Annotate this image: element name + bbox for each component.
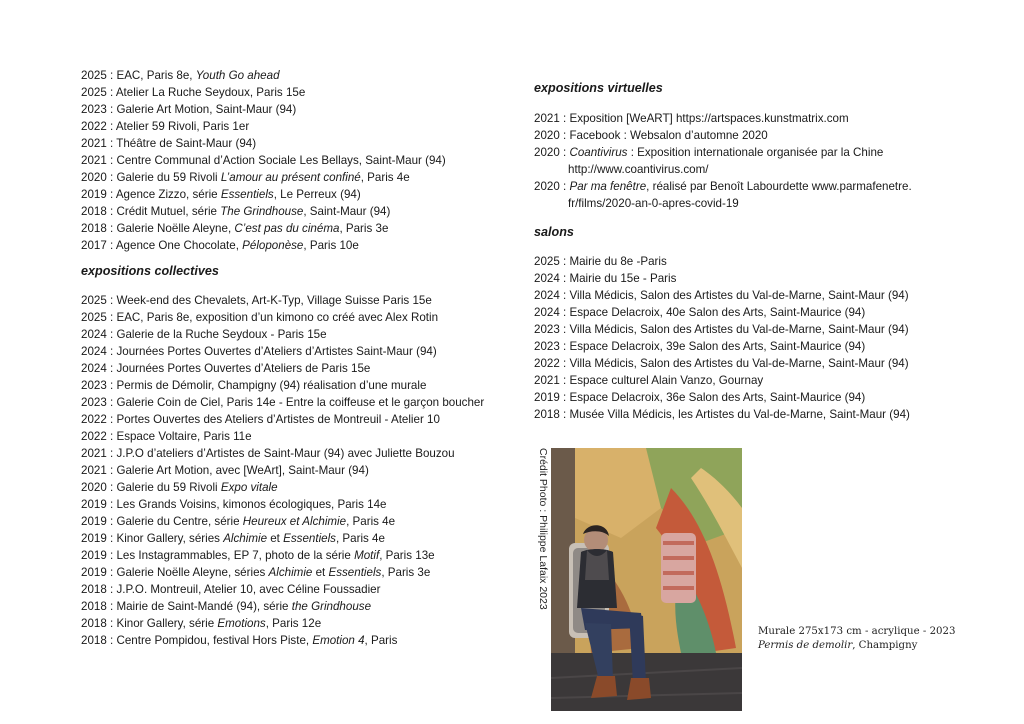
entry-text: , Le Perreux (94)	[273, 188, 361, 201]
entry-text: 2018 : Galerie Noëlle Aleyne,	[81, 222, 235, 235]
entry-text: 2021 : Exposition [WeART] https://artspaces.kunstmatrix.com	[534, 112, 849, 125]
entry-title: The Grindhouse	[220, 205, 304, 218]
salon-item: 2025 : Mairie du 8e -Paris	[534, 255, 667, 268]
entry-text: , Paris	[364, 634, 398, 647]
entry-text: : Exposition internationale organisée par la Chine	[627, 146, 884, 159]
entry-text: 2019 : Galerie Noëlle Aleyne, séries	[81, 566, 269, 579]
entry-text: 2024 : Journées Portes Ouvertes d’Ateliers d’Artistes Saint-Maur (94)	[81, 345, 437, 358]
photo-caption	[758, 625, 998, 653]
entry-title: Emotion 4	[312, 634, 365, 647]
collective-exhibition-item	[81, 428, 511, 445]
entry-text: 2025 : EAC, Paris 8e,	[81, 69, 196, 82]
entry-text: 2020 :	[534, 146, 570, 159]
salon-item: 2021 : Espace culturel Alain Vanzo, Gournay	[534, 374, 764, 387]
entry-text: 2024 : Journées Portes Ouvertes d’Ateliers de Paris 15e	[81, 362, 371, 375]
collective-exhibitions-list	[81, 292, 511, 649]
collective-exhibition-item	[81, 496, 511, 513]
entry-title: the Grindhouse	[291, 600, 372, 613]
entry-text: 2020 : Galerie du 59 Rivoli	[81, 171, 221, 184]
salon-item: 2024 : Mairie du 15e - Paris	[534, 272, 677, 285]
solo-exhibition-item	[81, 186, 511, 203]
entry-text: 2018 : Kinor Gallery, série	[81, 617, 218, 630]
solo-exhibition-item	[81, 101, 511, 118]
entry-continuation: fr/films/2020-an-0-apres-covid-19	[568, 197, 739, 210]
collective-exhibition-item	[81, 479, 511, 496]
entry-title: Youth Go ahead	[195, 69, 280, 82]
entry-text: 2023 : Galerie Art Motion, Saint-Maur (94)	[81, 103, 297, 116]
entry-text: , Paris 10e	[303, 239, 359, 252]
salons-heading: salons	[534, 225, 574, 239]
entry-title: Expo vitale	[220, 481, 278, 494]
entry-text: 2018 : Crédit Mutuel, série	[81, 205, 221, 218]
collective-exhibition-item	[81, 360, 511, 377]
virtual-exhibition-item	[534, 178, 994, 212]
salons-list	[534, 253, 994, 423]
caption-location: , Champigny	[852, 640, 918, 651]
entry-text: et	[312, 566, 329, 579]
collective-exhibition-item	[81, 445, 511, 462]
entry-text: 2019 : Les Instagrammables, EP 7, photo de la série	[81, 549, 355, 562]
entry-title: Essentiels	[220, 188, 274, 201]
entry-text: , Paris 4e	[335, 532, 385, 545]
mural-photo	[551, 448, 742, 711]
entry-text: 2025 : EAC, Paris 8e, exposition d’un kimono co créé avec Alex Rotin	[81, 311, 439, 324]
salon-item: 2018 : Musée Villa Médicis, les Artistes du Val-de-Marne, Saint-Maur (94)	[534, 408, 910, 421]
collective-exhibition-item	[81, 513, 511, 530]
left-column	[81, 67, 511, 649]
collective-exhibition-item	[81, 292, 511, 309]
collective-exhibition-item	[81, 632, 511, 649]
caption-title: Permis de demolir	[758, 640, 853, 651]
entry-text: , Paris 3e	[381, 566, 431, 579]
entry-text: 2022 : Atelier 59 Rivoli, Paris 1er	[81, 120, 250, 133]
collective-exhibition-item	[81, 530, 511, 547]
collective-exhibition-item	[81, 326, 511, 343]
solo-exhibition-item	[81, 67, 511, 84]
entry-text: 2024 : Galerie de la Ruche Seydoux - Paris 15e	[81, 328, 327, 341]
entry-text: , réalisé par Benoît Labourdette www.parmafenetre.	[646, 180, 912, 193]
virtual-exhibitions-list	[534, 110, 994, 212]
photo-credit: Crédit Photo : Philippe Lafaix 2023	[537, 448, 549, 610]
solo-exhibition-item	[81, 203, 511, 220]
entry-title: Emotions	[217, 617, 266, 630]
entry-title: Motif	[354, 549, 380, 562]
entry-text: 2021 : J.P.O d’ateliers d’Artistes de Saint-Maur (94) avec Juliette Bouzou	[81, 447, 455, 460]
solo-exhibitions-list	[81, 67, 511, 254]
caption-line	[758, 639, 998, 653]
entry-text: 2019 : Galerie du Centre, série	[81, 515, 243, 528]
salon-item: 2019 : Espace Delacroix, 36e Salon des Arts, Saint-Maurice (94)	[534, 391, 866, 404]
entry-text: , Paris 12e	[265, 617, 322, 630]
collective-exhibition-item	[81, 581, 511, 598]
collective-exhibition-item	[81, 598, 511, 615]
collective-exhibition-item	[81, 615, 511, 632]
collective-heading: expositions collectives	[81, 264, 219, 278]
entry-text: , Paris 4e	[360, 171, 410, 184]
entry-text: 2023 : Galerie Coin de Ciel, Paris 14e - Entre la coiffeuse et le garçon boucher	[81, 396, 485, 409]
solo-exhibition-item	[81, 152, 511, 169]
entry-text: 2021 : Théâtre de Saint-Maur (94)	[81, 137, 257, 150]
entry-text: 2021 : Centre Communal d’Action Sociale Les Bellays, Saint-Maur (94)	[81, 154, 446, 167]
entry-text: 2021 : Galerie Art Motion, avec [WeArt], Saint-Maur (94)	[81, 464, 369, 477]
entry-title: Par ma fenêtre	[569, 180, 647, 193]
salon-item: 2023 : Villa Médicis, Salon des Artistes du Val-de-Marne, Saint-Maur (94)	[534, 323, 909, 336]
collective-exhibition-item	[81, 547, 511, 564]
collective-exhibition-item	[81, 343, 511, 360]
entry-title: Alchimie	[223, 532, 268, 545]
collective-exhibition-item	[81, 411, 511, 428]
entry-text: 2018 : Mairie de Saint-Mandé (94), série	[81, 600, 292, 613]
entry-text: , Paris 4e	[346, 515, 396, 528]
entry-text: 2020 :	[534, 180, 570, 193]
entry-text: 2020 : Facebook : Websalon d’automne 2020	[534, 129, 768, 142]
virtual-heading: expositions virtuelles	[534, 81, 663, 95]
entry-text: 2018 : Centre Pompidou, festival Hors Piste,	[81, 634, 313, 647]
entry-text: 2023 : Permis de Démolir, Champigny (94) réalisation d’une murale	[81, 379, 427, 392]
entry-title: L’amour au présent confiné	[220, 171, 361, 184]
solo-exhibition-item	[81, 169, 511, 186]
entry-text: 2025 : Atelier La Ruche Seydoux, Paris 15e	[81, 86, 306, 99]
salon-item: 2023 : Espace Delacroix, 39e Salon des Arts, Saint-Maurice (94)	[534, 340, 866, 353]
entry-text: 2017 : Agence One Chocolate,	[81, 239, 243, 252]
entry-title: Heureux et Alchimie	[242, 515, 347, 528]
entry-text: 2019 : Kinor Gallery, séries	[81, 532, 224, 545]
entry-title: C’est pas du cinéma	[234, 222, 340, 235]
virtual-exhibition-item	[534, 127, 994, 144]
entry-text: 2019 : Les Grands Voisins, kimonos écologiques, Paris 14e	[81, 498, 387, 511]
entry-text: 2022 : Espace Voltaire, Paris 11e	[81, 430, 252, 443]
entry-text: 2022 : Portes Ouvertes des Ateliers d’Artistes de Montreuil - Atelier 10	[81, 413, 440, 426]
entry-text: 2019 : Agence Zizzo, série	[81, 188, 221, 201]
solo-exhibition-item	[81, 220, 511, 237]
entry-title: Coantivirus	[569, 146, 628, 159]
entry-text: 2018 : J.P.O. Montreuil, Atelier 10, avec Céline Foussadier	[81, 583, 381, 596]
entry-text: , Saint-Maur (94)	[303, 205, 391, 218]
entry-text: , Paris 3e	[339, 222, 389, 235]
collective-exhibition-item	[81, 377, 511, 394]
collective-exhibition-item	[81, 462, 511, 479]
solo-exhibition-item	[81, 118, 511, 135]
salon-item: 2024 : Villa Médicis, Salon des Artistes du Val-de-Marne, Saint-Maur (94)	[534, 289, 909, 302]
salon-item: 2024 : Espace Delacroix, 40e Salon des Arts, Saint-Maurice (94)	[534, 306, 866, 319]
entry-title: Essentiels	[328, 566, 382, 579]
entry-title: Alchimie	[268, 566, 313, 579]
virtual-exhibition-item	[534, 110, 994, 127]
solo-exhibition-item	[81, 84, 511, 101]
solo-exhibition-item	[81, 135, 511, 152]
salon-item: 2022 : Villa Médicis, Salon des Artistes du Val-de-Marne, Saint-Maur (94)	[534, 357, 909, 370]
solo-exhibition-item	[81, 237, 511, 254]
right-column	[534, 80, 994, 423]
entry-text: 2025 : Week-end des Chevalets, Art-K-Typ, Village Suisse Paris 15e	[81, 294, 432, 307]
entry-text: et	[267, 532, 284, 545]
caption-line: Murale 275x173 cm - acrylique - 2023	[758, 626, 956, 637]
entry-title: Essentiels	[283, 532, 336, 545]
entry-text: 2020 : Galerie du 59 Rivoli	[81, 481, 221, 494]
virtual-exhibition-item	[534, 144, 994, 178]
entry-continuation: http://www.coantivirus.com/	[568, 163, 709, 176]
collective-exhibition-item	[81, 394, 511, 411]
entry-title: Péloponèse	[242, 239, 304, 252]
entry-text: , Paris 13e	[379, 549, 435, 562]
collective-exhibition-item	[81, 309, 511, 326]
collective-exhibition-item	[81, 564, 511, 581]
